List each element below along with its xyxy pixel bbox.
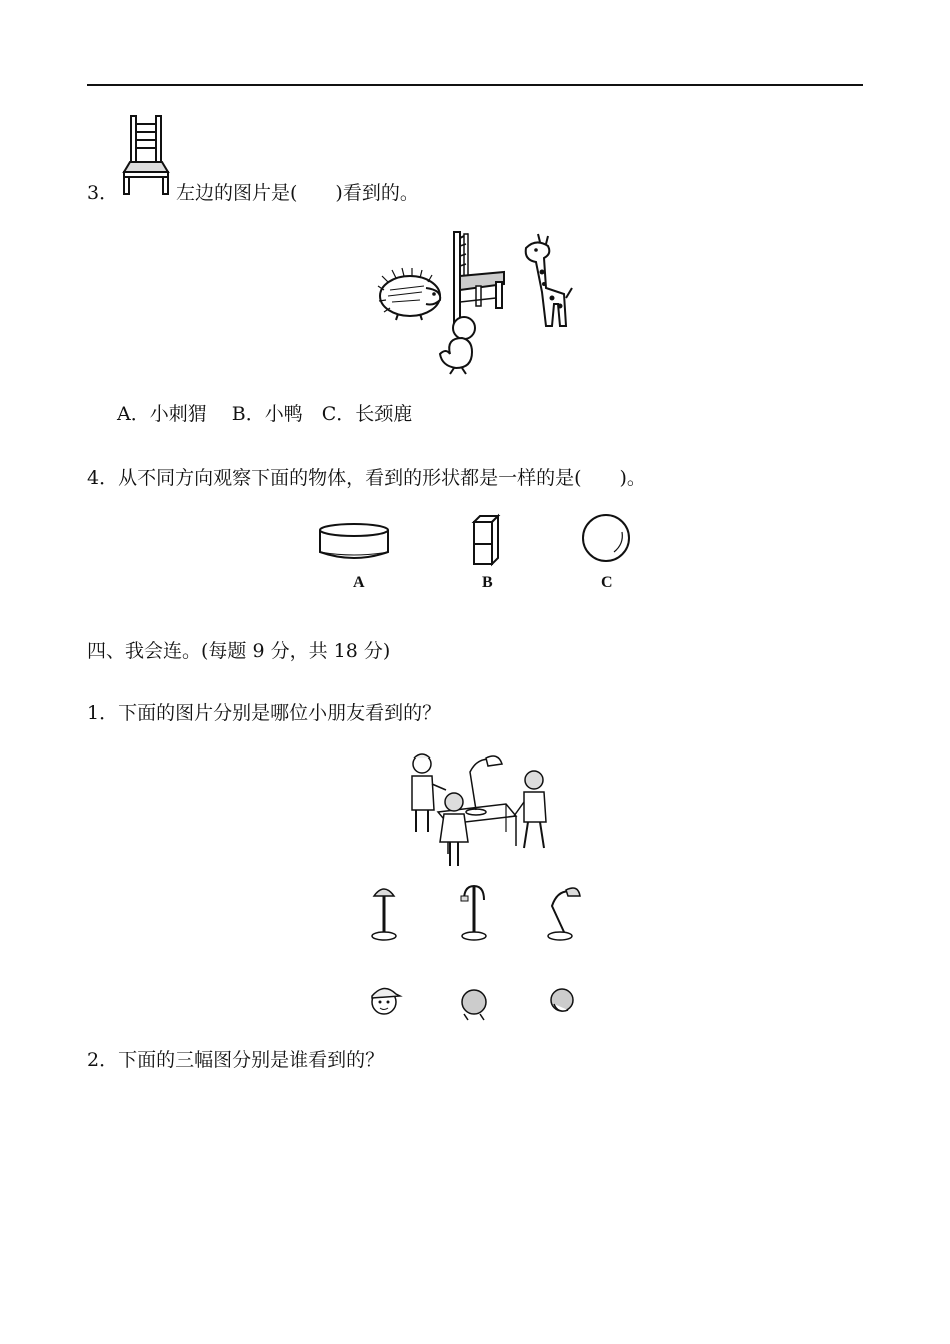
option-label-a: A — [353, 574, 365, 591]
header-rule — [87, 84, 863, 86]
q3-options: A．小刺猬 B．小鸭 C．长颈鹿 — [117, 403, 413, 425]
lamp-view-2-icon — [461, 886, 486, 940]
animals-around-chair-figure — [376, 228, 586, 376]
q4-question: 4．从不同方向观察下面的物体，看到的形状都是一样的是( )。 — [87, 467, 646, 489]
lamp-view-1-icon — [372, 889, 396, 940]
chair-front-figure — [120, 114, 172, 196]
section-title: 四、我会连。(每题 9 分，共 18 分) — [87, 640, 391, 662]
option-label-c: C — [601, 574, 613, 591]
duck-icon — [440, 317, 475, 374]
child-left-icon — [412, 754, 446, 832]
hedgehog-icon — [378, 268, 440, 320]
lamp-views-figure — [368, 882, 588, 944]
child-right-icon — [514, 771, 546, 848]
children-around-lamp-figure — [398, 746, 558, 878]
option-label-b: B — [482, 574, 493, 591]
cylinder-shape — [320, 524, 388, 558]
face-3-icon — [551, 989, 573, 1011]
sphere-shape — [583, 515, 629, 561]
face-2-icon — [462, 990, 486, 1020]
s4-item1: 1．下面的图片分别是哪位小朋友看到的？ — [87, 702, 442, 724]
q3-question: 左边的图片是( )看到的。 — [176, 182, 419, 204]
q3-number: 3． — [87, 182, 119, 204]
child-faces-figure — [368, 982, 588, 1022]
cube-stack-shape — [474, 516, 498, 564]
child-middle-icon — [440, 793, 468, 866]
chair-icon — [454, 232, 504, 328]
s4-item2: 2．下面的三幅图分别是谁看到的？ — [87, 1049, 385, 1071]
face-1-icon — [372, 988, 400, 1014]
lamp-view-3-icon — [548, 888, 580, 940]
giraffe-icon — [526, 234, 572, 326]
q4-shapes-figure — [318, 510, 638, 570]
